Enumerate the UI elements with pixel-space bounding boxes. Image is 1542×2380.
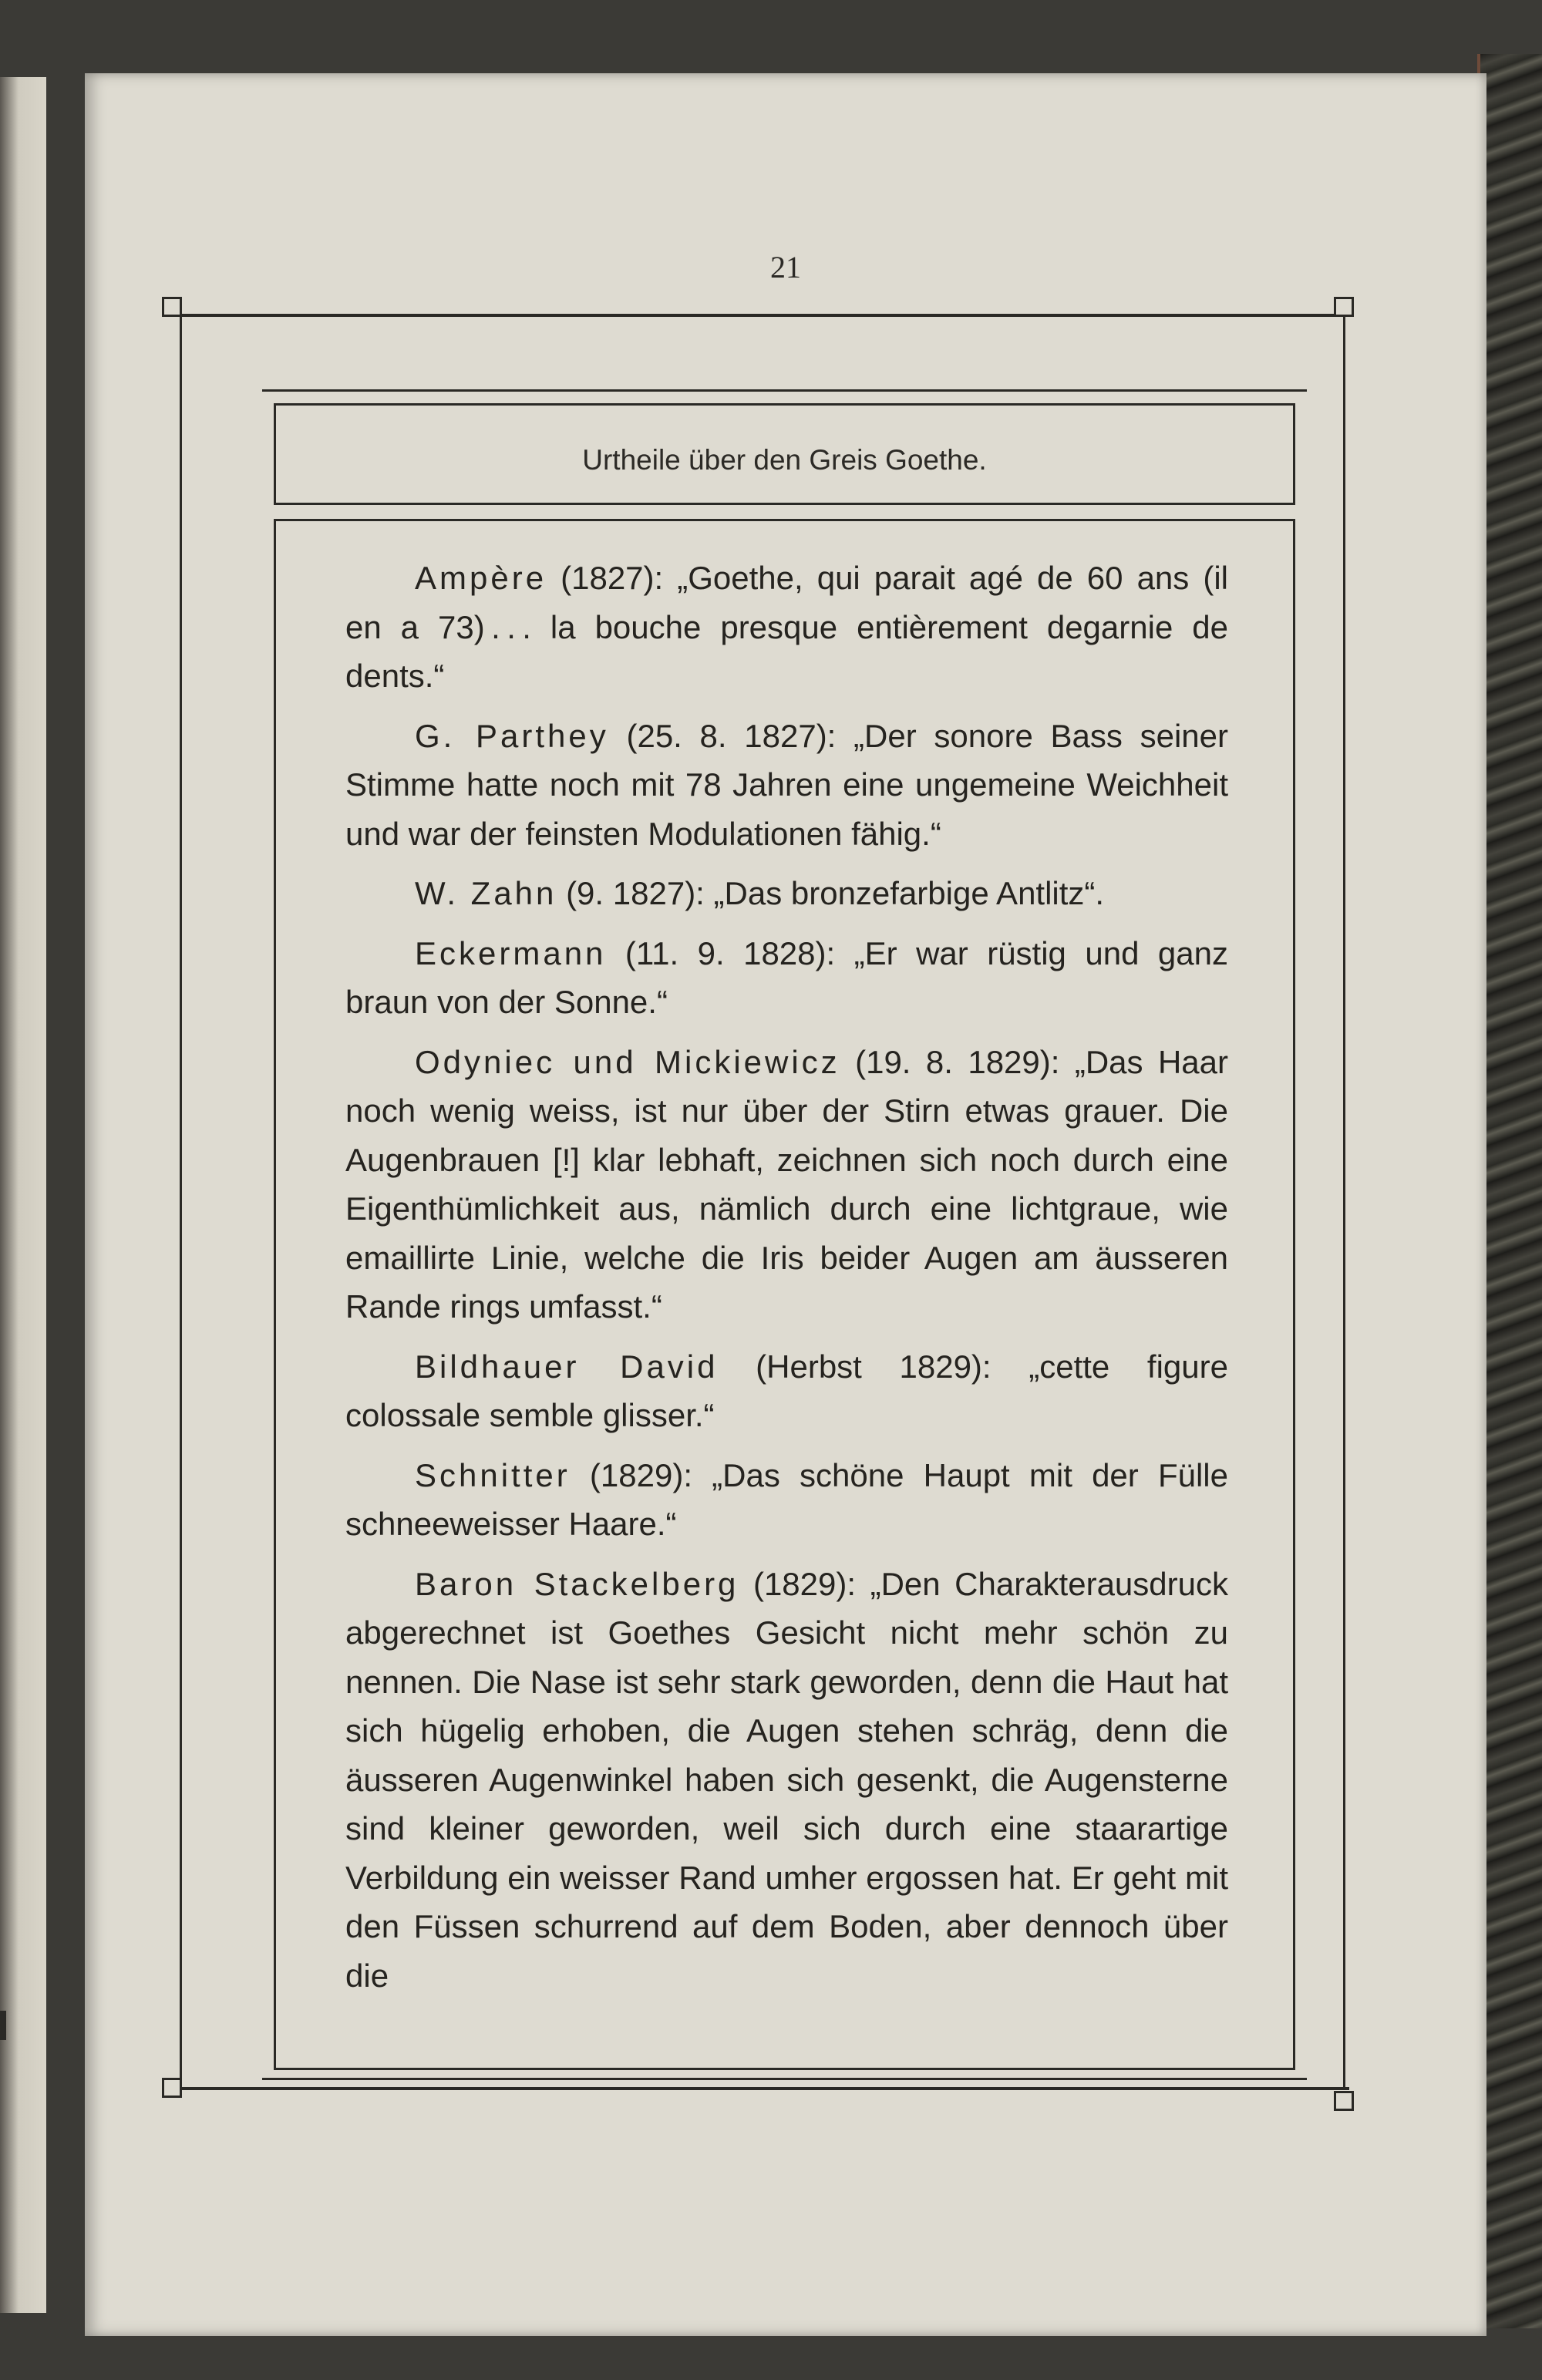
frame-bottom-rule [177,2087,1349,2090]
left-page-mark [0,2011,6,2040]
quote-speaker: Odyniec und Mickiewicz [415,1043,840,1080]
quote-paragraph [345,1560,1228,2001]
quote-speaker: Ampère [415,560,547,596]
text-frame [274,519,1295,2070]
quote-speaker: Baron Stackelberg [415,1565,739,1602]
quote-paragraph [345,1038,1228,1331]
frame-corner-bottom-left [162,2078,182,2098]
quote-paragraph [345,929,1228,1027]
quote-paragraph [345,869,1228,918]
frame-corner-top-right [1334,297,1354,317]
quote-text: (1827): „Goethe, qui parait agé de 60 ans (il en a 73) . . . la bouche presque entièrement degarnie de dents.“ [345,560,1228,694]
frame-corner-top-left [162,297,182,317]
quote-paragraph [345,712,1228,859]
frame-inner-bottom-rule [262,2078,1307,2080]
frame-corner-bottom-right [1334,2091,1354,2111]
page-number: 21 [770,250,801,284]
quote-speaker: Schnitter [415,1456,571,1493]
quote-speaker: Eckermann [415,934,607,971]
quote-speaker: G. Parthey [415,717,609,754]
quote-paragraph [345,554,1228,701]
quote-text: (Herbst 1829): „cette figure colossale semble glisser.“ [345,1348,1228,1433]
quote-speaker: W. Zahn [415,875,557,911]
frame-top-rule [177,314,1349,317]
quote-paragraph [345,1342,1228,1440]
frame-left-rule [180,314,182,2090]
body-text [345,554,1228,2011]
running-header-box [274,403,1295,505]
quote-text: (9. 1827): „Das bronzefarbige Antlitz“. [557,875,1105,911]
frame-right-rule [1343,314,1345,2090]
quote-text: (1829): „Den Charakterausdruck abgerechnet ist Goethes Gesicht nicht mehr schön zu nennen. Die Nase ist sehr stark geworden, denn die Haut hat sich hügelig erhoben, die Augen stehen schräg, denn die äusseren Augenwinkel haben sich gesenkt, die Augensterne sind kleiner geworden, weil sich durch eine staarartige Verbildung ein weisser Rand umher ergossen hat. Er geht mit den Füssen schurrend auf dem Boden, aber dennoch über die [345,1565,1228,1994]
quote-speaker: Bildhauer David [415,1348,719,1385]
frame-inner-top-rule [262,389,1307,392]
book-page [85,73,1486,2336]
book-cover-edge [1477,54,1542,2328]
quote-text: (1829): „Das schöne Haupt mit der Fülle schneeweisser Haare.“ [345,1456,1228,1542]
quote-text: (11. 9. 1828): „Er war rüstig und ganz braun von der Sonne.“ [345,934,1228,1020]
quote-paragraph [345,1451,1228,1549]
quote-text: (19. 8. 1829): „Das Haar noch wenig weiss, ist nur über der Stirn etwas grauer. Die Augenbrauen [!] klar lebhaft, zeichnen sich noch durch eine Eigenthümlichkeit aus, nämlich durch eine lichtgraue, wie emaillirte Linie, welche die Iris beider Augen am äusseren Rande rings umfasst.“ [345,1043,1228,1325]
book-left-page-edge [0,77,46,2313]
running-header: Urtheile über den Greis Goethe. [582,444,987,476]
quote-text: (25. 8. 1827): „Der sonore Bass seiner Stimme hatte noch mit 78 Jahren eine ungemeine Weichheit und war der feinsten Modulationen fähig.“ [345,717,1228,852]
